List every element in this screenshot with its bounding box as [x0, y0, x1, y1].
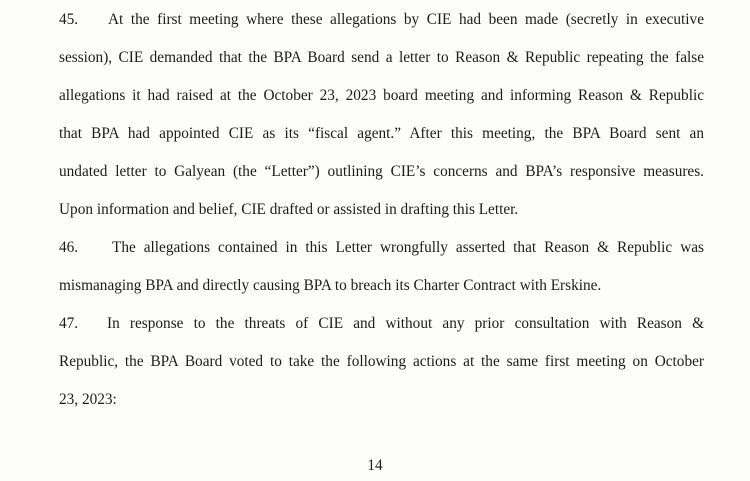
paragraph-45-line-6: Upon information and belief, CIE drafted or assisted in drafting this Letter.: [59, 201, 519, 218]
paragraph-46-line-1-text: The allegations contained in this Letter wrongfully asserted that Reason & Republic was: [112, 239, 704, 256]
page-number: 14: [367, 457, 383, 474]
paragraph-45-line-1-text: At the first meeting where these allegations by CIE had been made (secretly in executive: [108, 11, 704, 28]
paragraph-45-line-3: allegations it had raised at the October 23, 2023 board meeting and informing Reason & Republic: [59, 87, 704, 104]
paragraph-45-line-5: undated letter to Galyean (the “Letter”) outlining CIE’s concerns and BPA’s responsive measures.: [59, 163, 704, 180]
paragraph-45-line-4: that BPA had appointed CIE as its “fiscal agent.” After this meeting, the BPA Board sent an: [59, 125, 704, 142]
paragraph-45-line-2: session), CIE demanded that the BPA Board send a letter to Reason & Republic repeating the false: [59, 49, 704, 66]
paragraph-47-number: 47.: [59, 315, 79, 332]
paragraph-47-line-1: [59, 314, 704, 334]
paragraph-46-line-2: mismanaging BPA and directly causing BPA to breach its Charter Contract with Erskine.: [59, 277, 602, 294]
paragraph-47-line-3: 23, 2023:: [59, 391, 117, 408]
paragraph-45-line-1: [59, 10, 704, 30]
paragraph-46-number: 46.: [59, 239, 79, 256]
paragraph-47-line-2: Republic, the BPA Board voted to take the following actions at the same first meeting on October: [59, 353, 704, 370]
paragraph-47-line-1-text: In response to the threats of CIE and without any prior consultation with Reason &: [107, 315, 704, 332]
paragraph-46-line-1: [59, 238, 704, 258]
paragraph-45-number: 45.: [59, 11, 79, 28]
